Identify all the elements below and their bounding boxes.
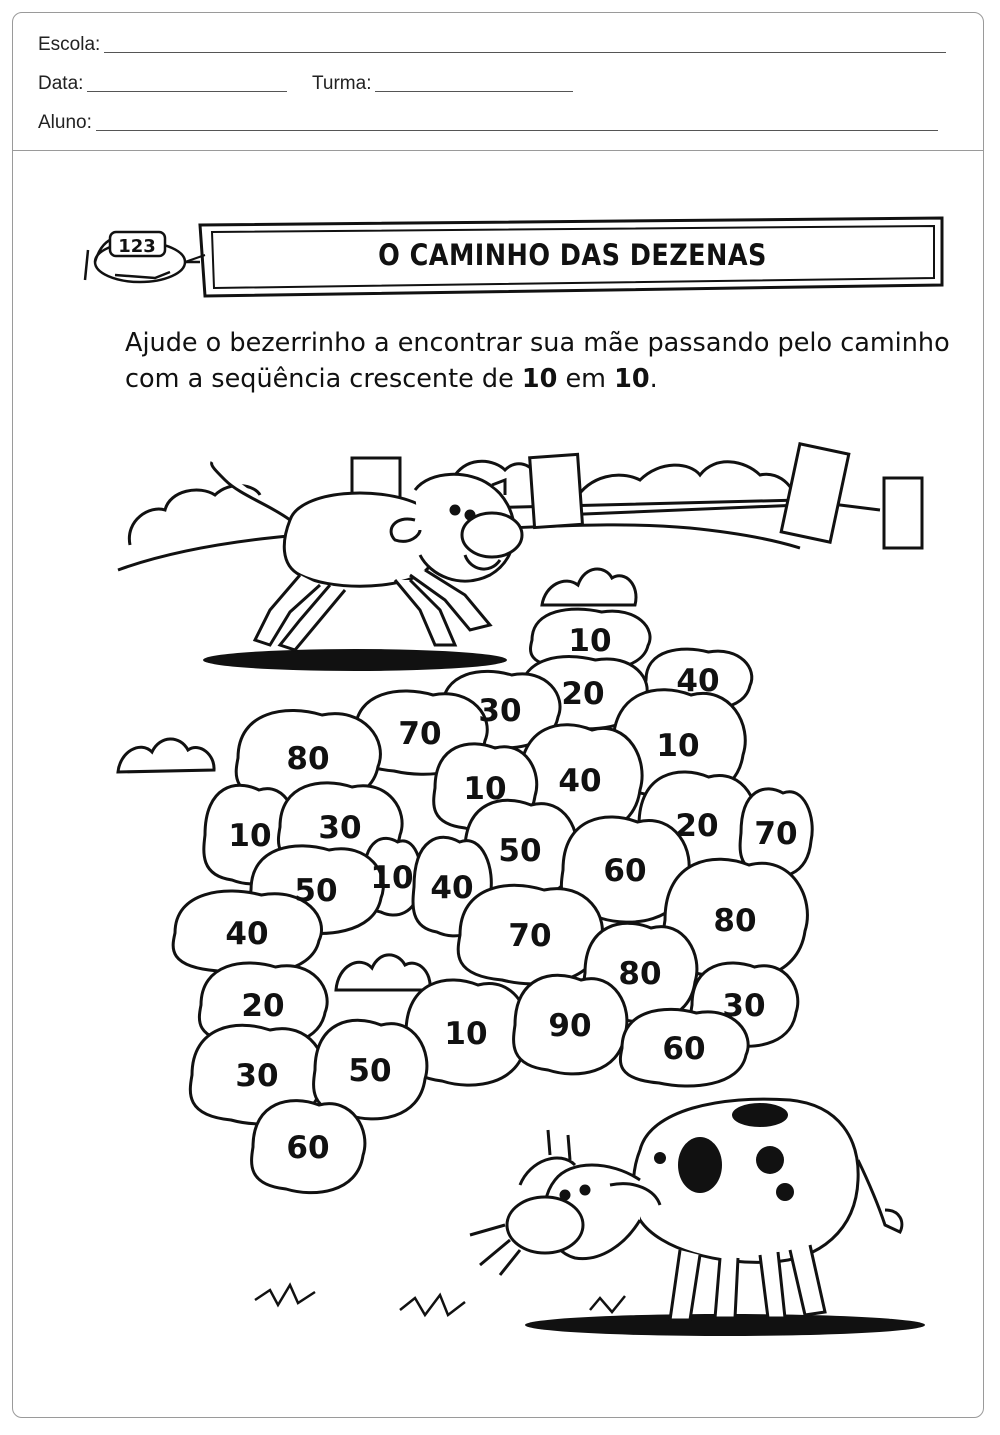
class-label: Turma: xyxy=(312,73,372,94)
cow-illustration xyxy=(470,1099,925,1336)
maze-number: 50 xyxy=(348,1053,392,1089)
calf-illustration xyxy=(203,462,522,671)
maze-number: 50 xyxy=(294,873,338,909)
maze-number: 40 xyxy=(558,763,602,799)
page-title: O CAMINHO DAS DEZENAS xyxy=(378,238,767,272)
maze-number: 60 xyxy=(286,1130,330,1166)
maze-number: 60 xyxy=(603,853,647,889)
instructions xyxy=(125,325,965,397)
maze-number: 40 xyxy=(676,663,720,699)
instructions-number: 10 xyxy=(521,364,558,394)
maze-number: 30 xyxy=(235,1058,279,1094)
maze-number: 80 xyxy=(618,956,662,992)
date-label: Data: xyxy=(38,73,84,94)
banner-badge: 123 xyxy=(118,236,156,257)
maze-number: 40 xyxy=(430,870,474,906)
maze-number: 10 xyxy=(370,860,414,896)
maze-number: 20 xyxy=(675,808,719,844)
maze-number: 70 xyxy=(508,918,552,954)
instructions-text: em xyxy=(557,364,615,394)
maze-number: 80 xyxy=(713,903,757,939)
title-banner xyxy=(200,220,945,295)
instructions-number: 10 xyxy=(614,364,650,394)
maze-number: 20 xyxy=(561,676,605,712)
maze-number: 10 xyxy=(463,771,507,807)
maze-number: 90 xyxy=(548,1008,592,1044)
maze-number: 10 xyxy=(568,623,612,659)
instructions-line-2 xyxy=(125,361,965,397)
maze-number: 60 xyxy=(662,1031,706,1067)
hill-fence-scene xyxy=(118,444,922,570)
instructions-text: . xyxy=(649,364,658,394)
maze-number: 70 xyxy=(754,816,798,852)
maze-number: 80 xyxy=(286,741,330,777)
instructions-text: com a seqüência crescente de xyxy=(125,364,522,394)
instructions-line-1: Ajude o bezerrinho a encontrar sua mãe passando pelo caminho xyxy=(125,328,950,358)
maze-number: 30 xyxy=(318,810,362,846)
student-label: Aluno: xyxy=(38,112,92,133)
maze-number: 50 xyxy=(498,833,542,869)
school-label: Escola: xyxy=(38,34,101,55)
maze-number: 10 xyxy=(656,728,700,764)
maze-number: 10 xyxy=(444,1016,488,1052)
grass-decoration xyxy=(255,1285,625,1315)
airplane-icon xyxy=(85,232,200,282)
maze-number: 40 xyxy=(225,916,269,952)
maze-number: 10 xyxy=(228,818,272,854)
maze-number: 30 xyxy=(722,988,766,1024)
maze-number: 20 xyxy=(241,988,285,1024)
maze-number: 70 xyxy=(398,716,442,752)
maze-number: 30 xyxy=(478,693,522,729)
